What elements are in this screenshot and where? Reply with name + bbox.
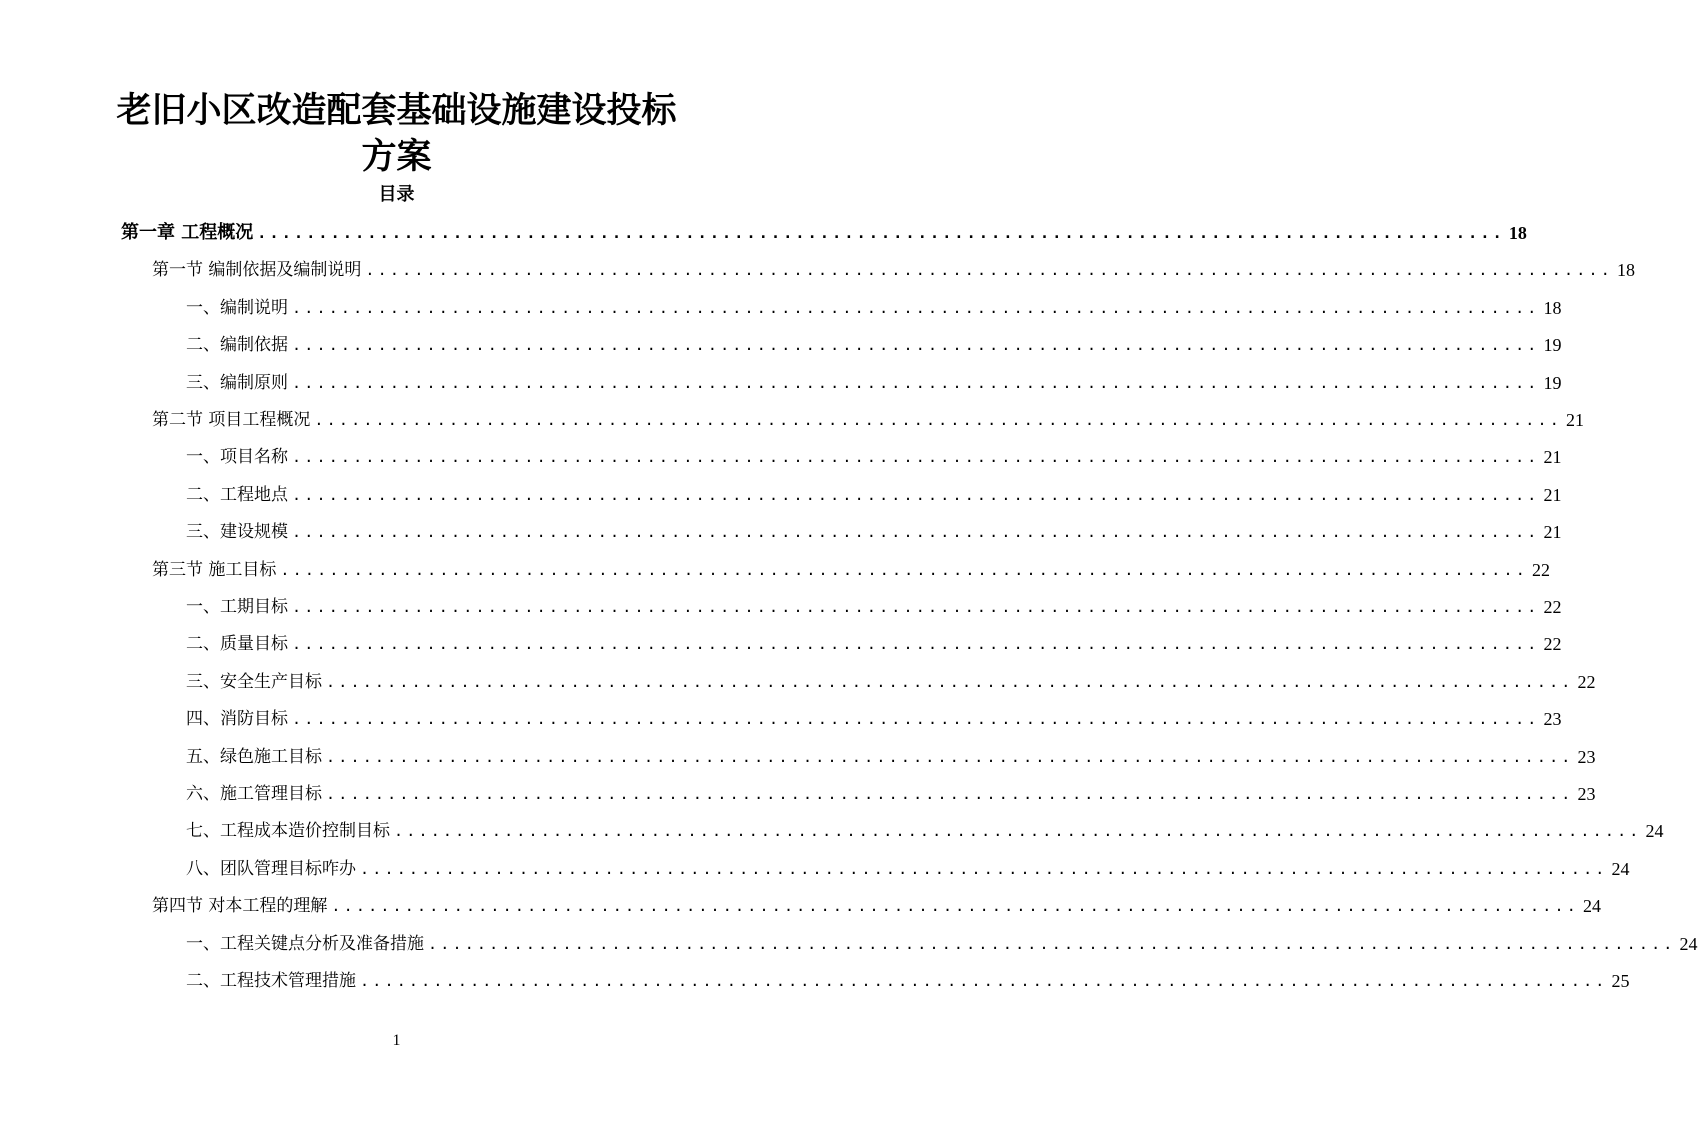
toc-subsection-entry[interactable] [186, 665, 1596, 693]
toc-entry-label: 三、安全生产目标 [186, 671, 322, 692]
toc-subsection-entry[interactable] [186, 814, 1664, 842]
toc-entry-page: 24 [1582, 896, 1601, 917]
toc-entry-label: 第一章 工程概况 [121, 222, 254, 243]
toc-leader-dots: ...................................................................................................... [292, 635, 1540, 654]
toc-leader-dots: ...................................................................................................... [360, 859, 1608, 878]
toc-leader-dots: ...................................................................................................... [280, 560, 1528, 579]
toc-entry-page: 19 [1543, 372, 1562, 393]
toc-leader-dots: ...................................................................................................... [326, 747, 1574, 766]
toc-leader-dots: ...................................................................................................... [257, 224, 1505, 242]
toc-entry-label: 第三节 施工目标 [152, 559, 277, 580]
toc-entry-label: 一、工期目标 [186, 597, 288, 617]
toc-subsection-entry[interactable] [186, 852, 1630, 880]
toc-leader-dots: ...................................................................................................... [326, 785, 1574, 803]
toc-section-entry[interactable] [152, 253, 1635, 281]
toc-leader-dots: ...................................................................................................... [292, 336, 1540, 355]
toc-subsection-entry[interactable] [186, 478, 1562, 506]
toc-entry-page: 21 [1543, 447, 1562, 468]
toc-leader-dots: ...................................................................................................... [428, 934, 1676, 953]
toc-entry-label: 一、项目名称 [186, 447, 288, 468]
toc-entry-page: 18 [1616, 260, 1635, 281]
toc-entry-page: 24 [1679, 933, 1698, 954]
toc-leader-dots: ...................................................................................................... [292, 598, 1540, 616]
toc-leader-dots: ...................................................................................................... [360, 972, 1608, 990]
toc-entry-page: 23 [1543, 709, 1562, 730]
toc-entry-label: 二、质量目标 [186, 634, 288, 655]
toc-entry-label: 三、建设规模 [186, 522, 288, 543]
toc-subsection-entry[interactable] [186, 440, 1562, 468]
toc-entry-page: 22 [1543, 597, 1562, 617]
toc-entry-label: 二、工程地点 [186, 484, 288, 505]
toc-entry-label: 第二节 项目工程概况 [152, 410, 311, 430]
document-title: 老旧小区改造配套基础设施建设投标方案 [116, 90, 677, 177]
toc-section-entry[interactable] [152, 553, 1550, 581]
toc-leader-dots: ...................................................................................................... [292, 485, 1540, 504]
toc-subsection-entry[interactable] [186, 366, 1562, 394]
toc-section-entry[interactable] [152, 889, 1601, 917]
toc-subsection-entry[interactable] [186, 328, 1562, 356]
toc-subsection-entry[interactable] [186, 515, 1562, 543]
toc-leader-dots: ...................................................................................................... [331, 897, 1579, 916]
toc-leader-dots: ...................................................................................................... [292, 448, 1540, 467]
toc-entry-page: 24 [1611, 858, 1630, 879]
toc-entry-label: 六、施工管理目标 [186, 784, 322, 804]
toc-entry-label: 一、编制说明 [186, 297, 288, 318]
toc-leader-dots: ...................................................................................................... [292, 373, 1540, 392]
toc-subsection-entry[interactable] [186, 291, 1562, 319]
toc-subsection-entry[interactable] [186, 740, 1596, 768]
toc-entry-label: 一、工程关键点分析及准备措施 [186, 933, 424, 954]
toc-subsection-entry[interactable] [186, 627, 1562, 655]
toc-entry-page: 21 [1565, 410, 1584, 430]
toc-entry-page: 18 [1508, 223, 1527, 243]
toc-entry-page: 18 [1543, 297, 1562, 318]
toc-entry-page: 21 [1543, 522, 1562, 543]
toc-entry-page: 24 [1645, 821, 1664, 842]
toc-section-entry[interactable] [152, 403, 1584, 431]
toc-entry-label: 三、编制原则 [186, 372, 288, 393]
toc-leader-dots: ...................................................................................................... [394, 822, 1642, 841]
toc-entry-page: 19 [1543, 335, 1562, 356]
toc-subsection-entry[interactable] [186, 777, 1596, 805]
toc-entry-label: 二、编制依据 [186, 335, 288, 356]
toc-leader-dots: ...................................................................................................... [365, 261, 1613, 280]
toc-heading: 目录 [378, 184, 415, 205]
toc-entry-label: 第一节 编制依据及编制说明 [152, 260, 362, 281]
toc-leader-dots: ...................................................................................................... [314, 411, 1562, 429]
toc-entry-label: 八、团队管理目标咋办 [186, 858, 356, 879]
toc-leader-dots: ...................................................................................................... [292, 523, 1540, 542]
toc-entry-page: 22 [1577, 671, 1596, 692]
toc-entry-page: 23 [1577, 784, 1596, 804]
toc-entry-page: 23 [1577, 746, 1596, 767]
toc-chapter-entry[interactable] [121, 216, 1527, 244]
toc-entry-label: 四、消防目标 [186, 709, 288, 730]
toc-entry-label: 五、绿色施工目标 [186, 746, 322, 767]
toc-leader-dots: ...................................................................................................... [292, 710, 1540, 729]
toc-entry-label: 七、工程成本造价控制目标 [186, 821, 390, 842]
toc-entry-page: 25 [1611, 971, 1630, 991]
toc-leader-dots: ...................................................................................................... [292, 298, 1540, 317]
toc-entry-page: 21 [1543, 484, 1562, 505]
toc-leader-dots: ...................................................................................................... [326, 672, 1574, 691]
toc-subsection-entry[interactable] [186, 964, 1630, 992]
toc-entry-label: 二、工程技术管理措施 [186, 971, 356, 991]
toc-subsection-entry[interactable] [186, 927, 1698, 955]
toc-entry-label: 第四节 对本工程的理解 [152, 896, 328, 917]
toc-entry-page: 22 [1543, 634, 1562, 655]
page-number: 1 [392, 1032, 401, 1049]
toc-subsection-entry[interactable] [186, 590, 1562, 618]
toc-subsection-entry[interactable] [186, 702, 1562, 730]
toc-entry-page: 22 [1531, 559, 1550, 580]
